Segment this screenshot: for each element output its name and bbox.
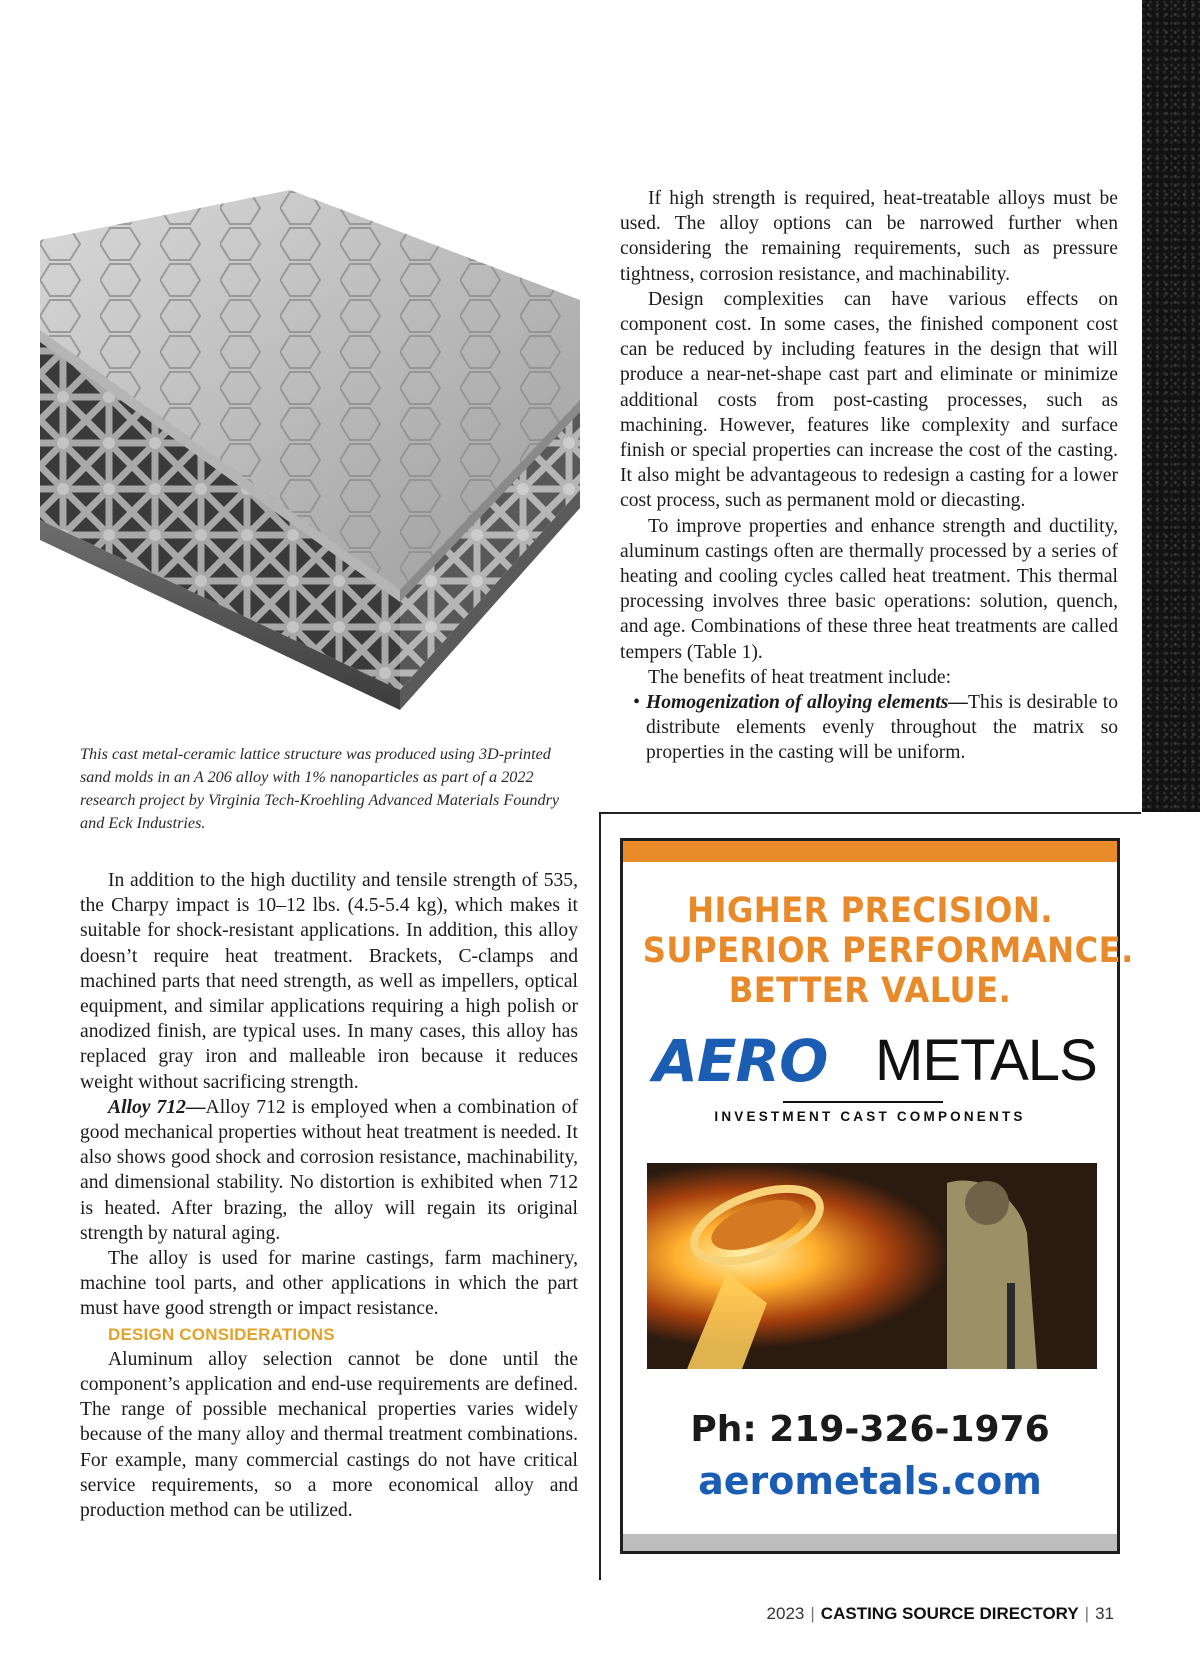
- lattice-structure-photo: [40, 190, 580, 740]
- ad-phone-number: Ph: 219-326-1976: [690, 1409, 1050, 1450]
- ad-website-link[interactable]: aerometals.com: [698, 1459, 1042, 1503]
- alloy-body: Alloy 712 is employed when a combination of good mechanical properties without heat treatment is needed. It also shows good shock and corrosion resistance, machinability, and dimensional stability. No distortion is exhibited when 712 is heated. After brazing, the alloy will regain its original strength by natural aging.: [80, 1096, 578, 1244]
- logo-underline: [783, 1101, 943, 1103]
- footer-publication: CASTING SOURCE DIRECTORY: [820, 1604, 1079, 1623]
- bullet-text: [646, 690, 1118, 766]
- section-heading: DESIGN CONSIDERATIONS: [108, 1324, 335, 1344]
- paragraph: To improve properties and enhance strength and ductility, aluminum castings often are thermally processed by a series of heating and cooling cycles called heat treatment. This thermal processing involves three basic operations: solution, quench, and age. Combinations of these three heat treatments are called tempers (Table 1).: [620, 515, 1118, 663]
- ad-divider-vertical: [599, 812, 601, 1580]
- logo-aero-text: AERO: [653, 1027, 828, 1095]
- page-footer: [767, 1604, 1114, 1624]
- ad-headline: [642, 891, 1134, 1011]
- ad-top-bar: [623, 841, 1117, 862]
- alloy-term: Alloy 712—: [108, 1096, 206, 1118]
- ad-headline-line: BETTER VALUE.: [728, 971, 1012, 1011]
- foundry-pouring-photo: [647, 1163, 1097, 1369]
- ad-tagline: INVESTMENT CAST COMPONENTS: [714, 1109, 1026, 1124]
- paragraph: Design complexities can have various effects on component cost. In some cases, the finished component cost can be reduced by including features in the design that will produce a near-net-shape cast part and eliminate or minimize additional costs from post-casting processes, such as machining. However, features like complexity and surface finish or special properties can increase the cost of the casting. It also might be advantageous to redesign a casting for a lower cost process, such as permanent mold or diecasting.: [620, 288, 1118, 512]
- footer-page-number: 31: [1095, 1604, 1114, 1623]
- footer-year: 2023: [766, 1604, 805, 1623]
- paragraph: The benefits of heat treatment include:: [648, 666, 952, 688]
- paragraph: The alloy is used for marine castings, farm machinery, machine tool parts, and other applications in which the part must have good strength or impact resistance.: [80, 1248, 578, 1320]
- ad-headline-line: HIGHER PRECISION.: [687, 891, 1053, 931]
- page-edge-texture: [1142, 0, 1200, 812]
- bullet-term: Homogenization of alloying elements—: [646, 692, 969, 714]
- footer-separator: |: [1084, 1604, 1090, 1623]
- aerometals-logo: [653, 1027, 1097, 1095]
- bullet-item: [620, 690, 1118, 766]
- ad-divider-horizontal: [599, 812, 1141, 814]
- paragraph: In addition to the high ductility and tensile strength of 535, the Charpy impact is 10–12 lbs. (4.5-5.4 kg), which makes it suitable for shock-resistant applications. In addition, this alloy doesn’t require heat treatment. Brackets, C-clamps and machined parts that need strength, as well as impellers, optical equipment, and similar applications requiring a high polish or anodized finish, are typical uses. In many cases, this alloy has replaced gray iron and malleable iron because it reduces weight without sacrificing strength.: [80, 870, 578, 1093]
- logo-metals-text: METALS: [875, 1028, 1097, 1093]
- paragraph: [80, 1095, 578, 1246]
- bullet-marker: •: [633, 692, 640, 714]
- aerometals-advertisement[interactable]: [620, 838, 1134, 1554]
- photo-caption: This cast metal-ceramic lattice structure was produced using 3D-printed sand molds in an A 206 alloy with 1% nanoparticles as part of a 2022 research project by Virginia Tech-Kroehling Advanced Materials Foundry and Eck Industries.: [80, 745, 560, 832]
- right-column: [620, 186, 1118, 766]
- ad-headline-line: SUPERIOR PERFORMANCE.: [642, 931, 1134, 971]
- ad-bottom-bar: [623, 1534, 1117, 1551]
- paragraph: If high strength is required, heat-treatable alloys must be used. The alloy options can be narrowed further when considering the remaining requirements, such as pressure tightness, corrosion resistance, and machinability.: [620, 188, 1118, 285]
- bullet-body: This is desirable to distribute elements evenly throughout the matrix so properties in the casting will be uniform.: [646, 692, 1118, 764]
- footer-separator: |: [810, 1604, 815, 1623]
- paragraph: Aluminum alloy selection cannot be done until the component’s application and end-use requirements are defined. The range of possible mechanical properties varies widely because of the many alloy and thermal treatment combinations. For example, many commercial castings do not have critical service requirements, so a more economical alloy and production method can be utilized.: [80, 1348, 578, 1522]
- left-column: [80, 868, 578, 1523]
